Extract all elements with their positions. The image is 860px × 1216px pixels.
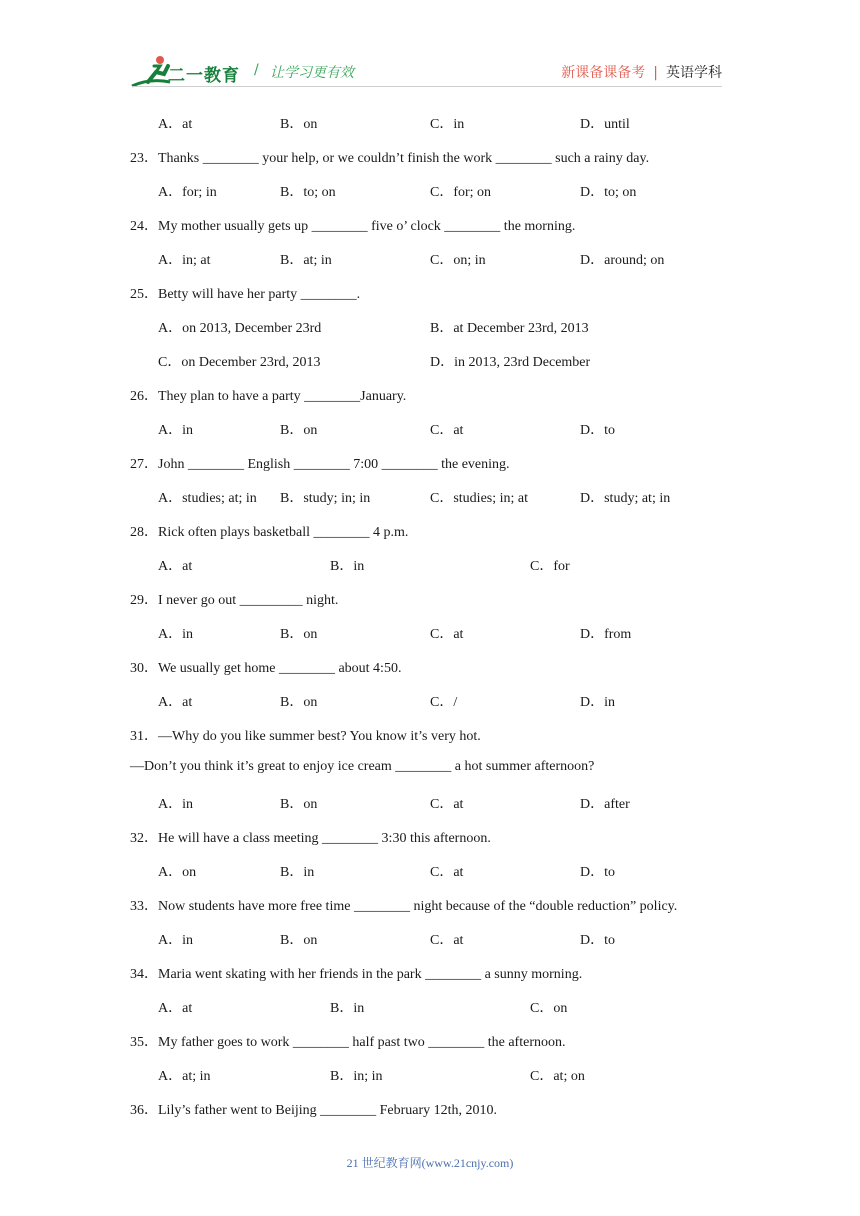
question-text: 25．Betty will have her party ________. [130,287,361,302]
answer-option: C．at [430,627,464,642]
answer-option: C．at [430,933,464,948]
answer-option: B．in [330,1001,365,1016]
slogan-divider: / [254,62,259,78]
question-text: 26．They plan to have a party ________January. [130,389,407,404]
brand-name: 二一教育 [168,66,240,86]
answer-option: B．on [280,423,318,438]
answer-option: D．around; on [580,253,665,268]
answer-option: B．in; in [330,1069,383,1084]
answer-option: D．after [580,797,630,812]
answer-option: C．for; on [430,185,492,200]
question-text: 36．Lily’s father went to Beijing ________ February 12th, 2010. [130,1103,498,1118]
answer-option: B．on [280,695,318,710]
answer-option: A．on [158,865,197,880]
answer-option: A．at [158,1001,193,1016]
answer-option: A．in [158,423,193,438]
header-rule [132,86,722,87]
answer-option: A．on 2013, December 23rd [158,321,322,336]
answer-option: D．study; at; in [580,491,671,506]
page-header [0,0,860,100]
answer-option: D．in 2013, 23rd December [430,355,591,370]
answer-option: B．on [280,117,318,132]
question-text: 35．My father goes to work ________ half past two ________ the afternoon. [130,1035,566,1050]
question-text: 23．Thanks ________ your help, or we couldn’t finish the work ________ such a rainy day. [130,151,650,166]
question-text: 28．Rick often plays basketball ________ 4 p.m. [130,525,409,540]
answer-option: B．to; on [280,185,336,200]
question-text: 32．He will have a class meeting ________ 3:30 this afternoon. [130,831,491,846]
header-right [561,62,722,82]
answer-option: C．at; on [530,1069,585,1084]
answer-option: B．at December 23rd, 2013 [430,321,589,336]
question-text: 27．John ________ English ________ 7:00 ________ the evening. [130,457,510,472]
question-text: —Don’t you think it’s great to enjoy ice cream ________ a hot summer afternoon? [130,759,595,774]
answer-option: D．to [580,423,615,438]
answer-option: B．in [330,559,365,574]
answer-option: C．in [430,117,465,132]
question-text: 29．I never go out _________ night. [130,593,339,608]
answer-option: A．at [158,695,193,710]
answer-option: A．in; at [158,253,211,268]
answer-option: A．at [158,117,193,132]
answer-option: A．for; in [158,185,217,200]
header-tagline: 新课备课备考 [561,65,646,81]
answer-option: C．on [530,1001,568,1016]
answer-option: C．on; in [430,253,486,268]
answer-option: A．in [158,797,193,812]
question-text: 34．Maria went skating with her friends in the park ________ a sunny morning. [130,967,583,982]
answer-option: B．in [280,865,315,880]
answer-option: B．on [280,797,318,812]
answer-option: B．at; in [280,253,332,268]
answer-option: A．in [158,933,193,948]
answer-option: D．until [580,117,630,132]
question-text: 31．—Why do you like summer best? You know it’s very hot. [130,729,481,744]
answer-option: C．at [430,423,464,438]
subject-label: 英语学科 [666,65,722,81]
question-text: 24．My mother usually gets up ________ five o’ clock ________ the morning. [130,219,576,234]
question-text: 33．Now students have more free time ________ night because of the “double reduction” policy. [130,899,678,914]
answer-option: D．to [580,865,615,880]
question-text: 30．We usually get home ________ about 4:50. [130,661,402,676]
answer-option: B．on [280,933,318,948]
answer-option: C．studies; in; at [430,491,528,506]
answer-option: C．at [430,797,464,812]
answer-option: B．study; in; in [280,491,371,506]
answer-option: D．from [580,627,632,642]
answer-option: D．to [580,933,615,948]
answer-option: B．on [280,627,318,642]
answer-option: A．at [158,559,193,574]
answer-option: A．studies; at; in [158,491,257,506]
slogan: 让学习更有效 [270,65,354,81]
answer-option: C．for [530,559,570,574]
header-divider: | [653,65,658,81]
answer-option: A．at; in [158,1069,211,1084]
page-footer: 21 世纪教育网(www.21cnjy.com) [346,1156,514,1170]
answer-option: C．at [430,865,464,880]
answer-option: D．in [580,695,615,710]
answer-option: D．to; on [580,185,637,200]
answer-option: C．on December 23rd, 2013 [158,355,321,370]
answer-option: A．in [158,627,193,642]
answer-option: C．/ [430,695,458,710]
